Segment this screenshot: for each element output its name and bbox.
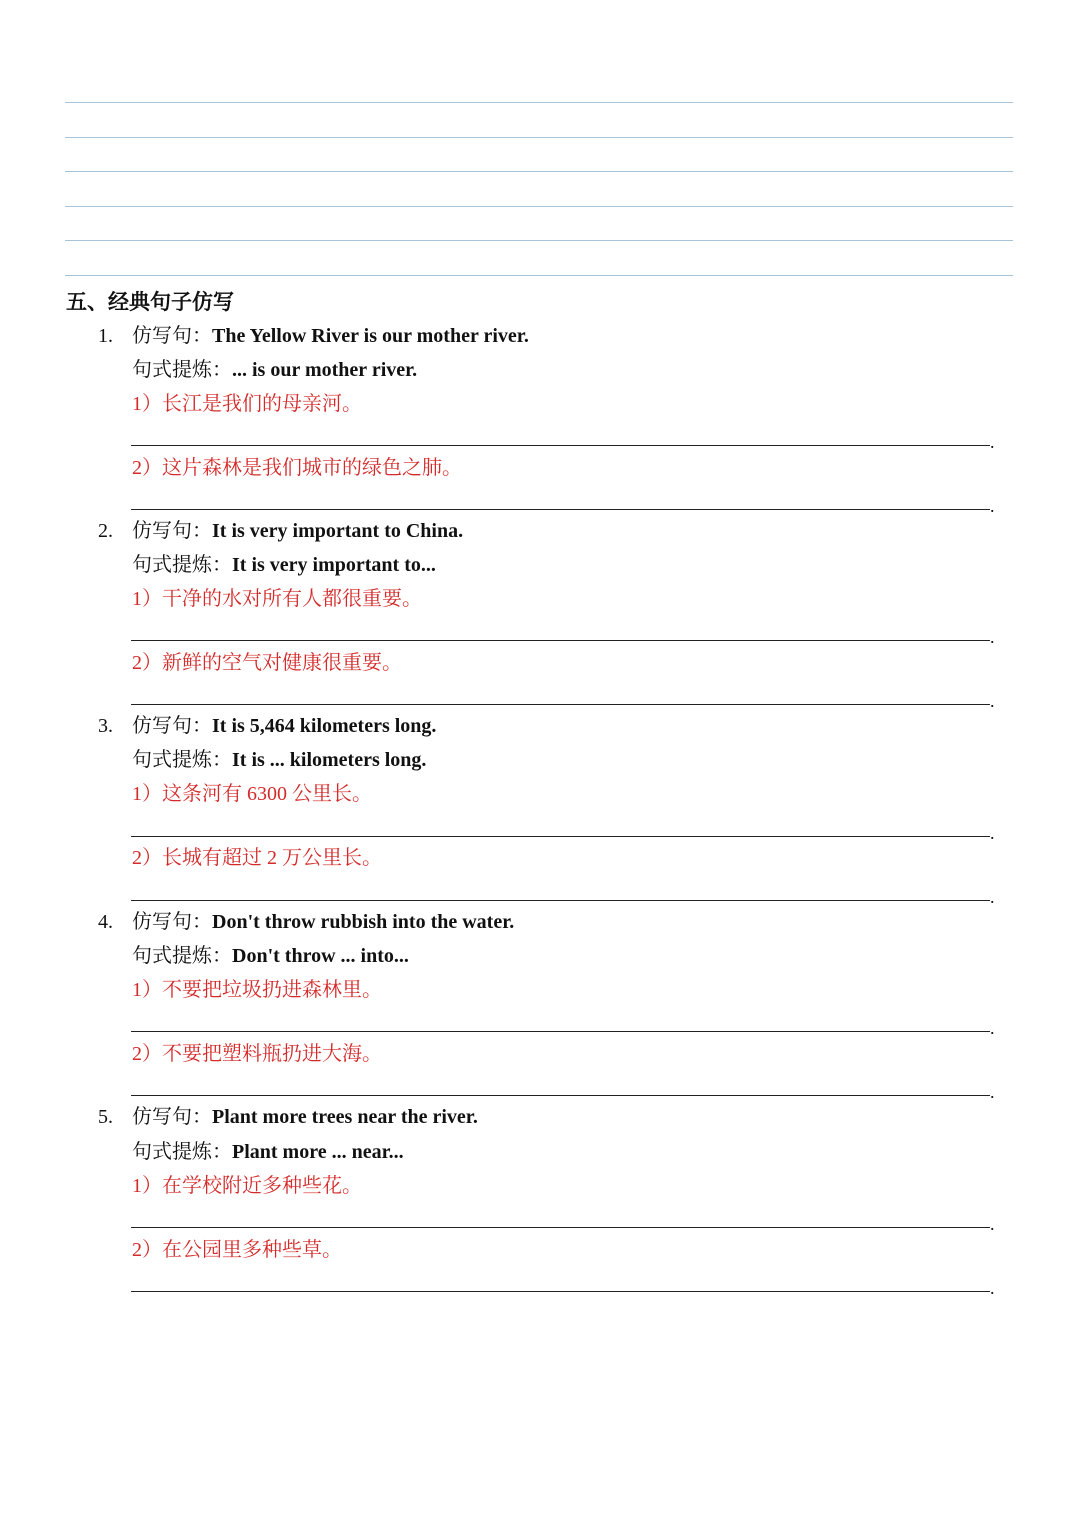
item-number: 1. <box>98 325 113 347</box>
task-prompt: 2）在公园里多种些草。 <box>132 1239 342 1261</box>
pattern-row <box>132 942 409 970</box>
section-title: 五、经典句子仿写 <box>66 290 234 314</box>
ruled-writing-line <box>65 102 1013 103</box>
item-number: 5. <box>98 1106 113 1128</box>
answer-line[interactable] <box>131 1291 990 1292</box>
task-prompt: 1）长江是我们的母亲河。 <box>132 393 362 415</box>
task-prompt: 1）干净的水对所有人都很重要。 <box>132 588 422 610</box>
answer-end-mark: . <box>990 887 995 907</box>
answer-line[interactable] <box>131 836 990 837</box>
task-prompt: 2）新鲜的空气对健康很重要。 <box>132 652 402 674</box>
answer-line[interactable] <box>131 1095 990 1096</box>
model-sentence: It is very important to China. <box>212 520 464 542</box>
pattern-row <box>132 356 417 384</box>
pattern-sentence: Plant more ... near... <box>232 1141 404 1163</box>
answer-line[interactable] <box>131 1031 990 1032</box>
pattern-sentence: Don't throw ... into... <box>232 945 409 967</box>
answer-end-mark: . <box>990 691 995 711</box>
pattern-label: 句式提炼： <box>132 359 232 381</box>
model-label: 仿写句： <box>132 911 212 933</box>
task-prompt: 2）这片森林是我们城市的绿色之肺。 <box>132 457 462 479</box>
task-prompt: 1）在学校附近多种些花。 <box>132 1175 362 1197</box>
pattern-sentence: It is ... kilometers long. <box>232 749 427 771</box>
model-sentence: Plant more trees near the river. <box>212 1106 478 1128</box>
pattern-row <box>132 1138 404 1166</box>
model-label: 仿写句： <box>132 325 212 347</box>
model-sentence: Don't throw rubbish into the water. <box>212 911 515 933</box>
model-sentence-row <box>132 1103 478 1131</box>
model-sentence: It is 5,464 kilometers long. <box>212 715 437 737</box>
model-label: 仿写句： <box>132 715 212 737</box>
answer-end-mark: . <box>990 496 995 516</box>
pattern-row <box>132 551 436 579</box>
pattern-label: 句式提炼： <box>132 1141 232 1163</box>
answer-line[interactable] <box>131 900 990 901</box>
answer-end-mark: . <box>990 1278 995 1298</box>
answer-end-mark: . <box>990 1082 995 1102</box>
answer-line[interactable] <box>131 1227 990 1228</box>
model-sentence-row <box>132 712 436 740</box>
model-sentence-row <box>132 908 514 936</box>
pattern-sentence: It is very important to... <box>232 554 436 576</box>
model-sentence: The Yellow River is our mother river. <box>212 325 529 347</box>
ruled-writing-line <box>65 137 1013 138</box>
item-number: 4. <box>98 911 113 933</box>
answer-line[interactable] <box>131 509 990 510</box>
item-number: 3. <box>98 715 113 737</box>
answer-line[interactable] <box>131 640 990 641</box>
task-prompt: 2）不要把塑料瓶扔进大海。 <box>132 1043 382 1065</box>
answer-line[interactable] <box>131 445 990 446</box>
answer-end-mark: . <box>990 627 995 647</box>
pattern-label: 句式提炼： <box>132 945 232 967</box>
task-prompt: 1）不要把垃圾扔进森林里。 <box>132 979 382 1001</box>
ruled-writing-line <box>65 206 1013 207</box>
pattern-row <box>132 746 426 774</box>
answer-end-mark: . <box>990 1018 995 1038</box>
ruled-writing-line <box>65 275 1013 276</box>
task-prompt: 2）长城有超过 2 万公里长。 <box>132 847 382 869</box>
pattern-label: 句式提炼： <box>132 749 232 771</box>
answer-end-mark: . <box>990 1214 995 1234</box>
model-sentence-row <box>132 517 463 545</box>
model-label: 仿写句： <box>132 1106 212 1128</box>
ruled-writing-line <box>65 240 1013 241</box>
task-prompt: 1）这条河有 6300 公里长。 <box>132 783 372 805</box>
answer-end-mark: . <box>990 823 995 843</box>
model-sentence-row <box>132 322 529 350</box>
pattern-sentence: ... is our mother river. <box>232 359 418 381</box>
model-label: 仿写句： <box>132 520 212 542</box>
pattern-label: 句式提炼： <box>132 554 232 576</box>
ruled-writing-line <box>65 171 1013 172</box>
answer-end-mark: . <box>990 432 995 452</box>
answer-line[interactable] <box>131 704 990 705</box>
item-number: 2. <box>98 520 113 542</box>
